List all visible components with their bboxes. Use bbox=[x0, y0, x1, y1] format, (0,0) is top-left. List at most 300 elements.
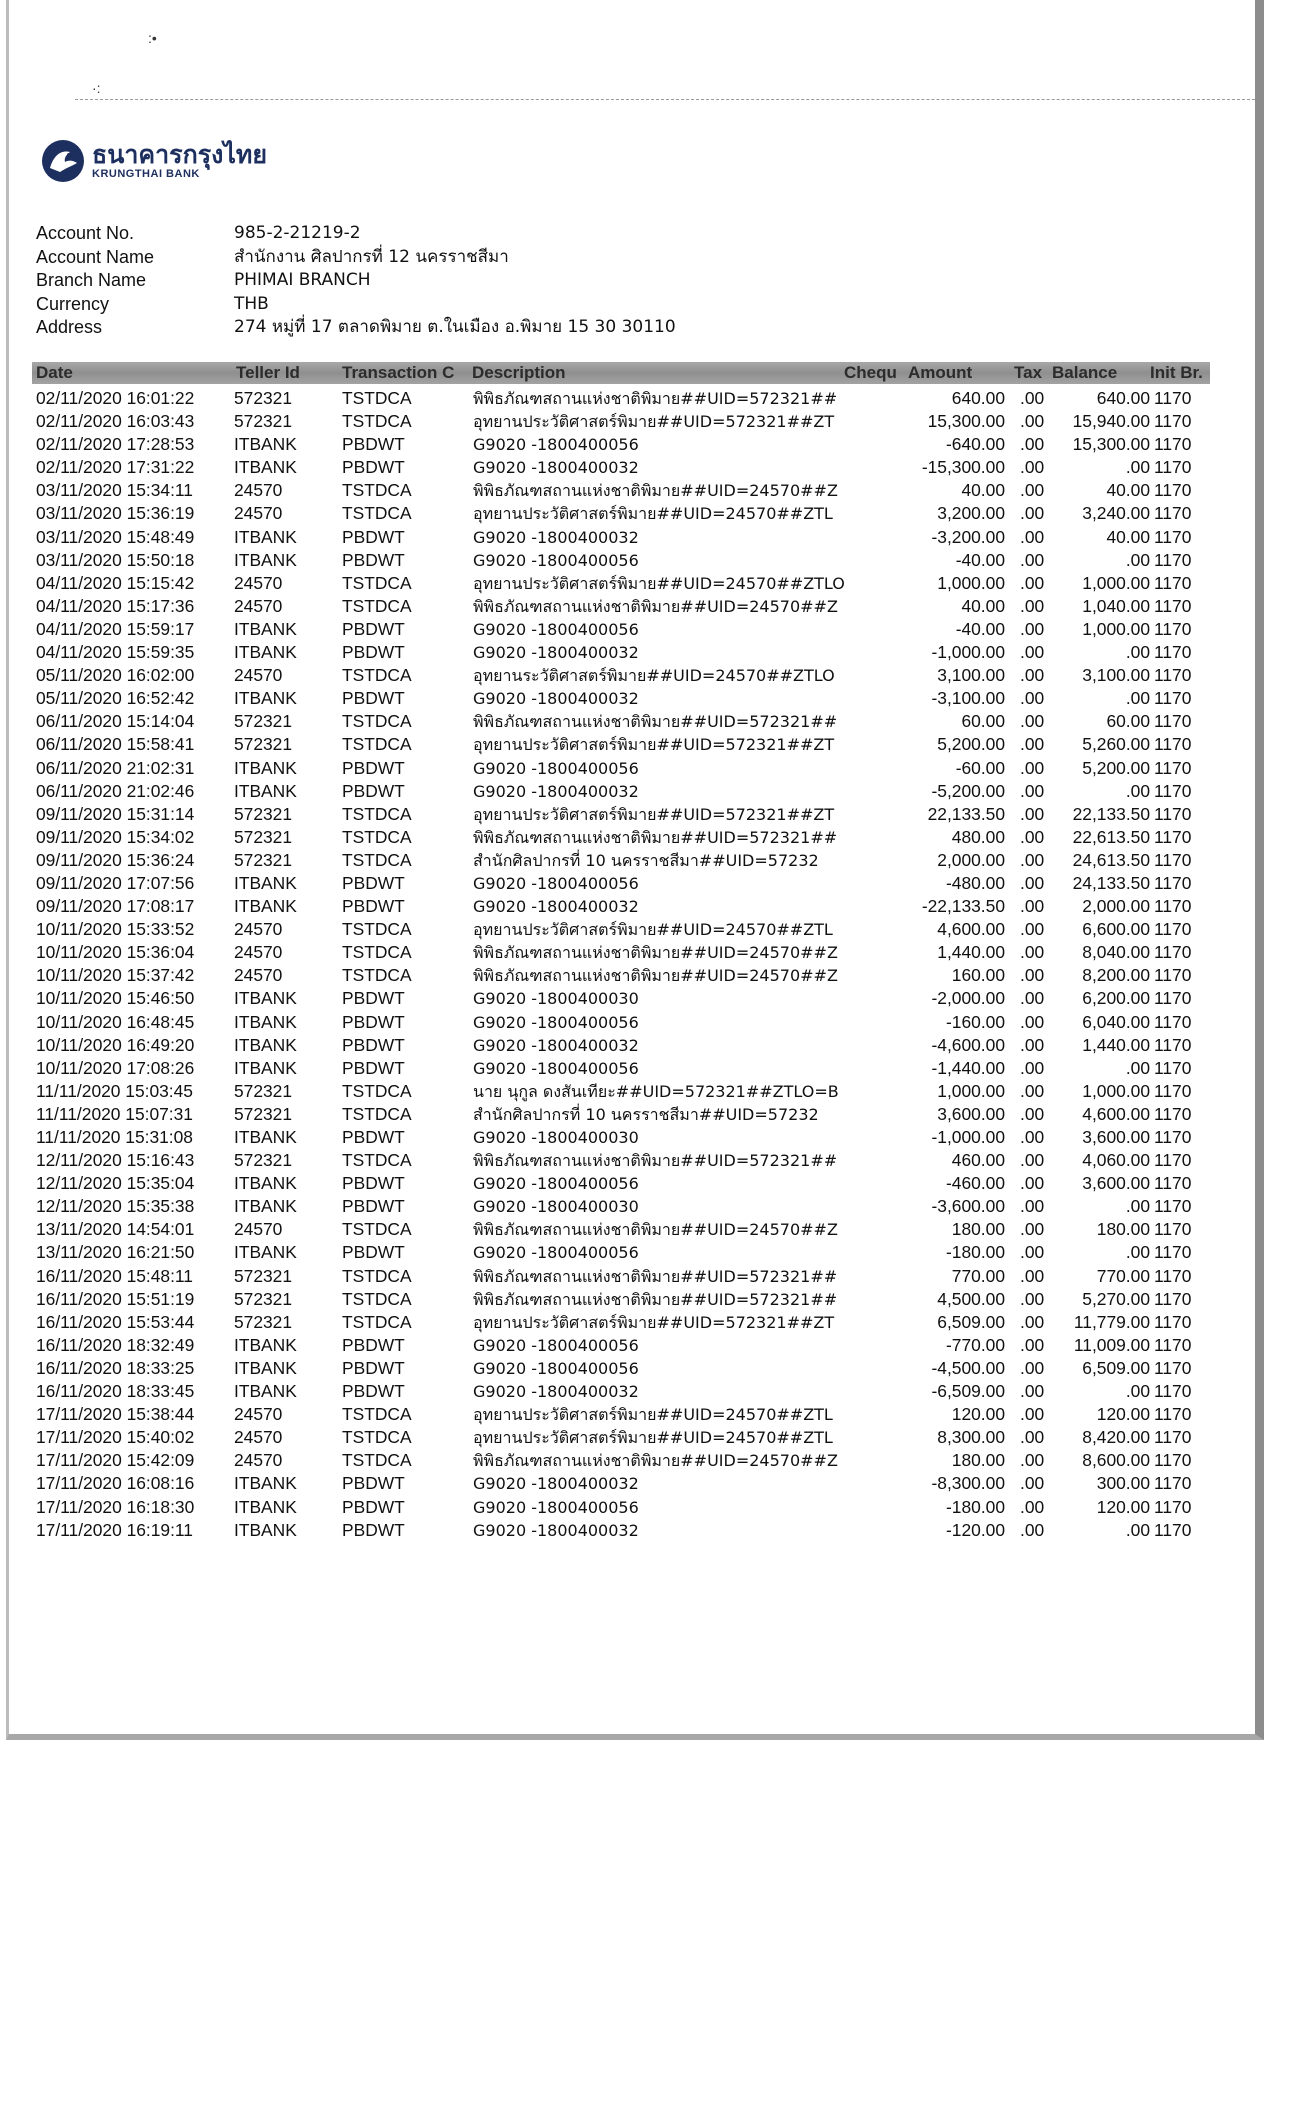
transaction-code-cell: TSTDCA bbox=[342, 480, 412, 501]
amount-cell: -8,300.00 bbox=[931, 1473, 1005, 1494]
date-cell: 11/11/2020 15:31:08 bbox=[36, 1127, 193, 1147]
tax-cell: .00 bbox=[1020, 942, 1045, 963]
teller-id-cell: 24570 bbox=[234, 942, 283, 963]
description-cell: G9020 -1800400030 bbox=[473, 1128, 639, 1147]
tax-cell: .00 bbox=[1020, 480, 1045, 501]
init-branch-cell: 1170 bbox=[1154, 826, 1192, 847]
table-row bbox=[0, 687, 1296, 710]
bank-name-english: KRUNGTHAI BANK bbox=[92, 168, 200, 180]
date-cell: 09/11/2020 15:34:02 bbox=[36, 826, 195, 847]
account-info-row bbox=[36, 293, 676, 317]
table-row bbox=[0, 1241, 1296, 1264]
balance-cell: 300.00 bbox=[1096, 1473, 1150, 1494]
init-branch-cell: 1170 bbox=[1154, 803, 1192, 824]
tax-cell: .00 bbox=[1020, 1473, 1045, 1494]
date-cell: 11/11/2020 15:07:31 bbox=[36, 1103, 193, 1124]
balance-cell: .00 bbox=[1125, 549, 1150, 570]
description-cell: G9020 -1800400056 bbox=[473, 435, 639, 455]
amount-cell: 6,509.00 bbox=[937, 1311, 1005, 1332]
amount-cell: -770.00 bbox=[946, 1334, 1005, 1355]
teller-id-cell: 24570 bbox=[234, 965, 283, 986]
transaction-code-cell: TSTDCA bbox=[342, 665, 412, 686]
table-row bbox=[0, 641, 1296, 664]
balance-cell: .00 bbox=[1125, 688, 1150, 709]
date-cell: 17/11/2020 15:42:09 bbox=[36, 1450, 195, 1471]
table-row bbox=[0, 1357, 1296, 1380]
teller-id-cell: 24570 bbox=[234, 1219, 283, 1240]
init-branch-cell: 1170 bbox=[1154, 1473, 1192, 1494]
tax-cell: .00 bbox=[1020, 1219, 1045, 1240]
amount-cell: 40.00 bbox=[961, 480, 1005, 501]
transaction-code-cell: PBDWT bbox=[342, 1127, 405, 1147]
date-cell: 13/11/2020 16:21:50 bbox=[36, 1242, 195, 1263]
amount-cell: 180.00 bbox=[951, 1219, 1005, 1240]
init-branch-cell: 1170 bbox=[1154, 780, 1192, 801]
date-cell: 10/11/2020 17:08:26 bbox=[36, 1057, 195, 1078]
init-branch-cell: 1170 bbox=[1154, 549, 1192, 570]
description-cell: G9020 -1800400030 bbox=[473, 1197, 639, 1217]
teller-id-cell: ITBANK bbox=[234, 526, 297, 547]
teller-id-cell: ITBANK bbox=[234, 1173, 297, 1194]
description-cell: อุทยานประวัติศาสตร์พิมาย##UID=572321##ZT bbox=[473, 735, 835, 755]
tax-cell: .00 bbox=[1020, 595, 1045, 616]
balance-cell: 6,600.00 bbox=[1082, 919, 1150, 940]
description-cell: พิพิธภัณฑสถานแห่งชาติพิมาย##UID=24570##Z bbox=[473, 943, 838, 963]
description-cell: G9020 -1800400056 bbox=[473, 1335, 639, 1355]
tax-cell: .00 bbox=[1020, 1080, 1045, 1101]
tax-cell: .00 bbox=[1020, 688, 1045, 709]
init-branch-cell: 1170 bbox=[1154, 1334, 1192, 1355]
balance-cell: 8,200.00 bbox=[1082, 965, 1150, 986]
balance-cell: 6,200.00 bbox=[1082, 988, 1150, 1009]
tax-cell: .00 bbox=[1020, 1242, 1045, 1263]
header-amount: Amount bbox=[908, 363, 973, 382]
table-row bbox=[0, 1334, 1296, 1357]
tax-cell: .00 bbox=[1020, 618, 1045, 639]
teller-id-cell: ITBANK bbox=[234, 1357, 297, 1378]
amount-cell: 60.00 bbox=[961, 711, 1005, 732]
amount-cell: 160.00 bbox=[951, 965, 1005, 986]
init-branch-cell: 1170 bbox=[1154, 1196, 1192, 1217]
init-branch-cell: 1170 bbox=[1154, 942, 1192, 963]
table-row bbox=[0, 1103, 1296, 1126]
init-branch-cell: 1170 bbox=[1154, 849, 1192, 870]
teller-id-cell: 572321 bbox=[234, 826, 293, 847]
teller-id-cell: 572321 bbox=[234, 734, 293, 755]
description-cell: อุทยานประวัติศาสตร์พิมาย##UID=572321##ZT bbox=[473, 1312, 835, 1332]
table-row bbox=[0, 826, 1296, 849]
date-cell: 06/11/2020 21:02:46 bbox=[36, 780, 195, 801]
date-cell: 04/11/2020 15:59:17 bbox=[36, 618, 195, 639]
teller-id-cell: 24570 bbox=[234, 572, 283, 593]
balance-cell: 1,000.00 bbox=[1082, 1080, 1150, 1101]
tax-cell: .00 bbox=[1020, 549, 1045, 570]
balance-cell: 40.00 bbox=[1106, 526, 1150, 547]
description-cell: อุทยานประวัติศาสตร์พิมาย##UID=24570##ZTLO bbox=[473, 573, 845, 593]
balance-cell: 15,940.00 bbox=[1072, 411, 1150, 432]
table-row bbox=[0, 1380, 1296, 1403]
description-cell: G9020 -1800400032 bbox=[473, 643, 639, 663]
teller-id-cell: 24570 bbox=[234, 595, 283, 616]
date-cell: 17/11/2020 16:18:30 bbox=[36, 1496, 195, 1517]
amount-cell: -4,600.00 bbox=[931, 1034, 1005, 1055]
description-cell: พิพิธภัณฑสถานแห่งชาติพิมาย##UID=24570##Z bbox=[473, 596, 838, 616]
teller-id-cell: ITBANK bbox=[234, 688, 297, 709]
amount-cell: -480.00 bbox=[946, 872, 1005, 893]
teller-id-cell: 24570 bbox=[234, 480, 283, 501]
date-cell: 06/11/2020 15:58:41 bbox=[36, 734, 195, 755]
tax-cell: .00 bbox=[1020, 1496, 1045, 1517]
teller-id-cell: 572321 bbox=[234, 1288, 293, 1309]
header-balance: Balance bbox=[1052, 363, 1118, 382]
amount-cell: 3,200.00 bbox=[937, 503, 1005, 524]
teller-id-cell: ITBANK bbox=[234, 1011, 297, 1032]
date-cell: 02/11/2020 16:03:43 bbox=[36, 411, 195, 432]
transaction-code-cell: PBDWT bbox=[342, 457, 405, 478]
balance-cell: 770.00 bbox=[1096, 1265, 1150, 1286]
info-label: Account Name bbox=[36, 246, 155, 267]
date-cell: 12/11/2020 15:35:04 bbox=[36, 1173, 195, 1194]
date-cell: 03/11/2020 15:48:49 bbox=[36, 526, 195, 547]
table-row bbox=[0, 987, 1296, 1010]
amount-cell: 640.00 bbox=[951, 388, 1005, 408]
balance-cell: 4,600.00 bbox=[1082, 1103, 1150, 1124]
account-info-row bbox=[36, 316, 676, 340]
description-cell: G9020 -1800400056 bbox=[473, 1174, 639, 1194]
date-cell: 02/11/2020 17:31:22 bbox=[36, 457, 195, 478]
amount-cell: -160.00 bbox=[946, 1011, 1005, 1032]
transaction-code-cell: TSTDCA bbox=[342, 1311, 412, 1332]
init-branch-cell: 1170 bbox=[1154, 1057, 1192, 1078]
transaction-code-cell: PBDWT bbox=[342, 1334, 405, 1355]
transaction-code-cell: TSTDCA bbox=[342, 1427, 412, 1448]
balance-cell: 11,779.00 bbox=[1073, 1311, 1150, 1332]
balance-cell: .00 bbox=[1125, 1196, 1150, 1217]
date-cell: 06/11/2020 15:14:04 bbox=[36, 711, 195, 732]
transaction-code-cell: PBDWT bbox=[342, 988, 405, 1009]
init-branch-cell: 1170 bbox=[1154, 1311, 1192, 1332]
table-row bbox=[0, 387, 1296, 410]
transaction-code-cell: TSTDCA bbox=[342, 849, 412, 870]
tax-cell: .00 bbox=[1020, 988, 1045, 1009]
tax-cell: .00 bbox=[1020, 434, 1045, 455]
balance-cell: .00 bbox=[1125, 1381, 1150, 1402]
teller-id-cell: ITBANK bbox=[234, 757, 297, 778]
transaction-code-cell: PBDWT bbox=[342, 1034, 405, 1055]
init-branch-cell: 1170 bbox=[1154, 1103, 1192, 1124]
tax-cell: .00 bbox=[1020, 965, 1045, 986]
amount-cell: 770.00 bbox=[951, 1265, 1005, 1286]
description-cell: อุทยานระวัติศาสตร์พิมาย##UID=24570##ZTLO bbox=[473, 666, 835, 686]
transaction-code-cell: TSTDCA bbox=[342, 388, 412, 408]
tax-cell: .00 bbox=[1020, 803, 1045, 824]
account-number: 985-2-21219-2 bbox=[234, 223, 361, 243]
init-branch-cell: 1170 bbox=[1154, 988, 1192, 1009]
transaction-code-cell: PBDWT bbox=[342, 896, 405, 917]
date-cell: 16/11/2020 15:51:19 bbox=[36, 1288, 195, 1309]
init-branch-cell: 1170 bbox=[1154, 1034, 1192, 1055]
teller-id-cell: ITBANK bbox=[234, 1127, 297, 1147]
description-cell: นาย นุกูล ดงสันเทียะ##UID=572321##ZTLO=B bbox=[473, 1081, 839, 1101]
description-cell: G9020 -1800400030 bbox=[473, 989, 639, 1009]
tax-cell: .00 bbox=[1020, 1011, 1045, 1032]
table-row bbox=[0, 595, 1296, 618]
init-branch-cell: 1170 bbox=[1154, 595, 1192, 616]
transaction-code-cell: TSTDCA bbox=[342, 1404, 412, 1425]
amount-cell: 22,133.50 bbox=[927, 803, 1005, 824]
tax-cell: .00 bbox=[1020, 1311, 1045, 1332]
teller-id-cell: 572321 bbox=[234, 388, 293, 408]
tax-cell: .00 bbox=[1020, 665, 1045, 686]
table-row bbox=[0, 780, 1296, 803]
tax-cell: .00 bbox=[1020, 1103, 1045, 1124]
tax-cell: .00 bbox=[1020, 1381, 1045, 1402]
transaction-code-cell: TSTDCA bbox=[342, 595, 412, 616]
info-label: Currency bbox=[36, 293, 110, 314]
balance-cell: 6,509.00 bbox=[1082, 1357, 1150, 1378]
table-row bbox=[0, 1195, 1296, 1218]
init-branch-cell: 1170 bbox=[1154, 1173, 1192, 1194]
transaction-code-cell: PBDWT bbox=[342, 1473, 405, 1494]
date-cell: 03/11/2020 15:34:11 bbox=[36, 480, 193, 501]
balance-cell: .00 bbox=[1125, 1242, 1150, 1263]
balance-cell: 1,000.00 bbox=[1082, 572, 1150, 593]
balance-cell: 1,040.00 bbox=[1082, 595, 1150, 616]
init-branch-cell: 1170 bbox=[1154, 1150, 1192, 1171]
amount-cell: -40.00 bbox=[955, 618, 1005, 639]
date-cell: 04/11/2020 15:59:35 bbox=[36, 642, 195, 663]
description-cell: พิพิธภัณฑสถานแห่งชาติพิมาย##UID=24570##Z bbox=[473, 966, 838, 986]
date-cell: 04/11/2020 15:15:42 bbox=[36, 572, 195, 593]
description-cell: พิพิธภัณฑสถานแห่งชาติพิมาย##UID=572321## bbox=[473, 1289, 838, 1309]
date-cell: 17/11/2020 15:40:02 bbox=[36, 1427, 195, 1448]
description-cell: G9020 -1800400032 bbox=[473, 458, 639, 478]
top-divider bbox=[75, 99, 1255, 100]
init-branch-cell: 1170 bbox=[1154, 434, 1192, 455]
transaction-code-cell: TSTDCA bbox=[342, 503, 412, 524]
description-cell: พิพิธภัณฑสถานแห่งชาติพิมาย##UID=572321## bbox=[473, 827, 838, 847]
krungthai-bird-icon bbox=[40, 138, 86, 184]
date-cell: 05/11/2020 16:02:00 bbox=[36, 665, 195, 686]
date-cell: 10/11/2020 16:49:20 bbox=[36, 1034, 195, 1055]
balance-cell: 24,133.50 bbox=[1072, 872, 1150, 893]
date-cell: 10/11/2020 16:48:45 bbox=[36, 1011, 195, 1032]
date-cell: 17/11/2020 15:38:44 bbox=[36, 1404, 195, 1425]
transaction-code-cell: TSTDCA bbox=[342, 965, 412, 986]
init-branch-cell: 1170 bbox=[1154, 1427, 1192, 1448]
transaction-code-cell: PBDWT bbox=[342, 526, 405, 547]
description-cell: พิพิธภัณฑสถานแห่งชาติพิมาย##UID=572321## bbox=[473, 712, 838, 732]
amount-cell: -4,500.00 bbox=[931, 1357, 1005, 1378]
amount-cell: -640.00 bbox=[946, 434, 1005, 455]
header-date: Date bbox=[36, 363, 73, 382]
amount-cell: -22,133.50 bbox=[921, 896, 1005, 917]
date-cell: 05/11/2020 16:52:42 bbox=[36, 688, 195, 709]
tax-cell: .00 bbox=[1020, 1404, 1045, 1425]
init-branch-cell: 1170 bbox=[1154, 1450, 1192, 1471]
amount-cell: 8,300.00 bbox=[937, 1427, 1005, 1448]
init-branch-cell: 1170 bbox=[1154, 1265, 1192, 1286]
init-branch-cell: 1170 bbox=[1154, 896, 1192, 917]
amount-cell: 1,440.00 bbox=[937, 942, 1005, 963]
tax-cell: .00 bbox=[1020, 780, 1045, 801]
tax-cell: .00 bbox=[1020, 642, 1045, 663]
init-branch-cell: 1170 bbox=[1154, 388, 1192, 408]
tax-cell: .00 bbox=[1020, 1173, 1045, 1194]
date-cell: 09/11/2020 15:31:14 bbox=[36, 803, 195, 824]
date-cell: 11/11/2020 15:03:45 bbox=[36, 1080, 193, 1101]
description-cell: G9020 -1800400056 bbox=[473, 1058, 639, 1078]
balance-cell: 60.00 bbox=[1106, 711, 1150, 732]
bank-logo bbox=[40, 138, 267, 184]
tax-cell: .00 bbox=[1020, 388, 1045, 408]
transaction-code-cell: TSTDCA bbox=[342, 826, 412, 847]
amount-cell: -180.00 bbox=[946, 1496, 1005, 1517]
teller-id-cell: 572321 bbox=[234, 711, 293, 732]
date-cell: 12/11/2020 15:16:43 bbox=[36, 1150, 195, 1171]
amount-cell: -6,509.00 bbox=[931, 1381, 1005, 1402]
tax-cell: .00 bbox=[1020, 757, 1045, 778]
teller-id-cell: 24570 bbox=[234, 665, 283, 686]
amount-cell: -1,000.00 bbox=[931, 1127, 1005, 1147]
description-cell: พิพิธภัณฑสถานแห่งชาติพิมาย##UID=24570##Z bbox=[473, 1451, 838, 1471]
amount-cell: -5,200.00 bbox=[931, 780, 1005, 801]
teller-id-cell: 24570 bbox=[234, 1450, 283, 1471]
init-branch-cell: 1170 bbox=[1154, 688, 1192, 709]
balance-cell: 11,009.00 bbox=[1073, 1334, 1150, 1355]
account-info-row bbox=[36, 246, 676, 270]
description-cell: G9020 -1800400056 bbox=[473, 758, 639, 778]
init-branch-cell: 1170 bbox=[1154, 1519, 1192, 1540]
balance-cell: .00 bbox=[1125, 457, 1150, 478]
init-branch-cell: 1170 bbox=[1154, 1242, 1192, 1263]
amount-cell: 5,200.00 bbox=[937, 734, 1005, 755]
tax-cell: .00 bbox=[1020, 826, 1045, 847]
amount-cell: -120.00 bbox=[946, 1519, 1005, 1540]
description-cell: G9020 -1800400056 bbox=[473, 1497, 639, 1517]
transaction-code-cell: PBDWT bbox=[342, 688, 405, 709]
table-row bbox=[0, 941, 1296, 964]
teller-id-cell: ITBANK bbox=[234, 457, 297, 478]
date-cell: 03/11/2020 15:36:19 bbox=[36, 503, 195, 524]
init-branch-cell: 1170 bbox=[1154, 757, 1192, 778]
description-cell: อุทยานประวัติศาสตร์พิมาย##UID=572321##ZT bbox=[473, 804, 835, 824]
teller-id-cell: 572321 bbox=[234, 1080, 293, 1101]
header-init-branch: Init Br. bbox=[1150, 363, 1203, 382]
table-row bbox=[0, 1011, 1296, 1034]
date-cell: 17/11/2020 16:19:11 bbox=[36, 1519, 193, 1540]
teller-id-cell: ITBANK bbox=[234, 618, 297, 639]
tax-cell: .00 bbox=[1020, 872, 1045, 893]
tax-cell: .00 bbox=[1020, 1427, 1045, 1448]
balance-cell: 3,600.00 bbox=[1082, 1173, 1150, 1194]
balance-cell: .00 bbox=[1125, 1519, 1150, 1540]
table-row bbox=[0, 456, 1296, 479]
transaction-code-cell: PBDWT bbox=[342, 1357, 405, 1378]
account-info-row bbox=[36, 222, 676, 246]
balance-cell: 4,060.00 bbox=[1082, 1150, 1150, 1171]
table-row bbox=[0, 1288, 1296, 1311]
teller-id-cell: ITBANK bbox=[234, 872, 297, 893]
date-cell: 16/11/2020 18:32:49 bbox=[36, 1334, 195, 1355]
table-row bbox=[0, 1403, 1296, 1426]
table-row bbox=[0, 1057, 1296, 1080]
teller-id-cell: 572321 bbox=[234, 1103, 293, 1124]
tax-cell: .00 bbox=[1020, 1196, 1045, 1217]
date-cell: 09/11/2020 17:08:17 bbox=[36, 896, 195, 917]
tax-cell: .00 bbox=[1020, 1057, 1045, 1078]
transaction-table-body bbox=[0, 387, 1296, 1542]
account-info-row bbox=[36, 269, 676, 293]
date-cell: 10/11/2020 15:37:42 bbox=[36, 965, 195, 986]
transaction-code-cell: TSTDCA bbox=[342, 1080, 412, 1101]
balance-cell: .00 bbox=[1125, 642, 1150, 663]
table-row bbox=[0, 526, 1296, 549]
tax-cell: .00 bbox=[1020, 1357, 1045, 1378]
tax-cell: .00 bbox=[1020, 526, 1045, 547]
tax-cell: .00 bbox=[1020, 919, 1045, 940]
transaction-code-cell: TSTDCA bbox=[342, 1265, 412, 1286]
date-cell: 03/11/2020 15:50:18 bbox=[36, 549, 195, 570]
balance-cell: 24,613.50 bbox=[1072, 849, 1150, 870]
teller-id-cell: ITBANK bbox=[234, 1473, 297, 1494]
teller-id-cell: ITBANK bbox=[234, 1057, 297, 1078]
scan-speck: ·: bbox=[92, 80, 101, 96]
init-branch-cell: 1170 bbox=[1154, 572, 1192, 593]
table-row bbox=[0, 549, 1296, 572]
teller-id-cell: 572321 bbox=[234, 1311, 293, 1332]
teller-id-cell: ITBANK bbox=[234, 1496, 297, 1517]
description-cell: G9020 -1800400056 bbox=[473, 1358, 639, 1378]
transaction-code-cell: PBDWT bbox=[342, 642, 405, 663]
balance-cell: 3,240.00 bbox=[1082, 503, 1150, 524]
init-branch-cell: 1170 bbox=[1154, 665, 1192, 686]
tax-cell: .00 bbox=[1020, 1519, 1045, 1540]
init-branch-cell: 1170 bbox=[1154, 457, 1192, 478]
description-cell: พิพิธภัณฑสถานแห่งชาติพิมาย##UID=572321## bbox=[473, 1151, 838, 1171]
description-cell: G9020 -1800400056 bbox=[473, 1012, 639, 1032]
teller-id-cell: 572321 bbox=[234, 803, 293, 824]
amount-cell: -60.00 bbox=[955, 757, 1005, 778]
table-row bbox=[0, 1149, 1296, 1172]
balance-cell: 120.00 bbox=[1096, 1496, 1150, 1517]
date-cell: 16/11/2020 15:53:44 bbox=[36, 1311, 195, 1332]
date-cell: 02/11/2020 16:01:22 bbox=[36, 388, 195, 408]
balance-cell: 22,613.50 bbox=[1072, 826, 1150, 847]
amount-cell: -1,440.00 bbox=[931, 1057, 1005, 1078]
teller-id-cell: ITBANK bbox=[234, 434, 297, 455]
balance-cell: 8,420.00 bbox=[1082, 1427, 1150, 1448]
account-name: สำนักงาน ศิลปากรที่ 12 นครราชสีมา bbox=[234, 246, 509, 267]
teller-id-cell: ITBANK bbox=[234, 549, 297, 570]
teller-id-cell: 24570 bbox=[234, 1404, 283, 1425]
table-row bbox=[0, 849, 1296, 872]
init-branch-cell: 1170 bbox=[1154, 734, 1192, 755]
init-branch-cell: 1170 bbox=[1154, 1127, 1192, 1147]
description-cell: G9020 -1800400056 bbox=[473, 873, 639, 893]
transaction-code-cell: TSTDCA bbox=[342, 919, 412, 940]
tax-cell: .00 bbox=[1020, 849, 1045, 870]
table-row bbox=[0, 872, 1296, 895]
tax-cell: .00 bbox=[1020, 503, 1045, 524]
date-cell: 10/11/2020 15:33:52 bbox=[36, 919, 195, 940]
description-cell: พิพิธภัณฑสถานแห่งชาติพิมาย##UID=572321## bbox=[473, 1266, 838, 1286]
amount-cell: -3,100.00 bbox=[931, 688, 1005, 709]
table-row bbox=[0, 1426, 1296, 1449]
teller-id-cell: ITBANK bbox=[234, 1381, 297, 1402]
tax-cell: .00 bbox=[1020, 1334, 1045, 1355]
table-row bbox=[0, 757, 1296, 780]
